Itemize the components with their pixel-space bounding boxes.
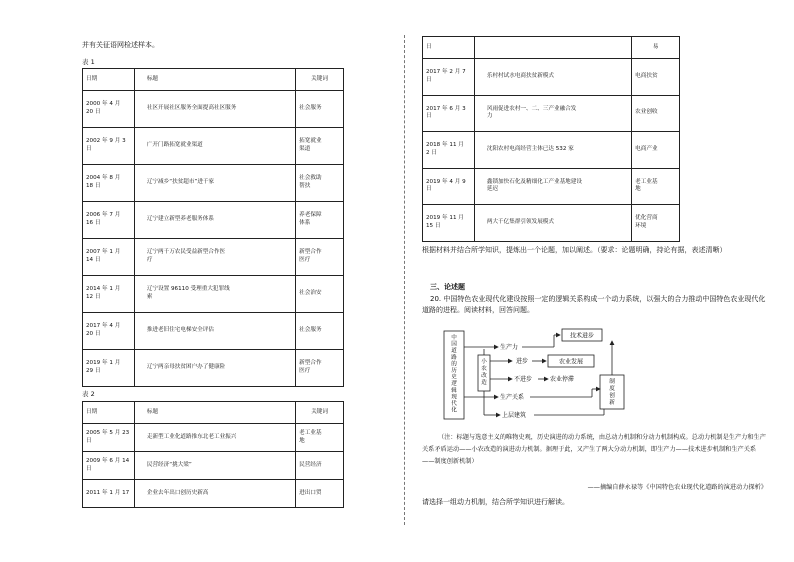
table-row xyxy=(423,95,680,132)
dynamics-diagram xyxy=(442,325,742,425)
small-farmer-label: 小农改造 xyxy=(481,359,487,386)
title-cell: 辽宁两千万农民受益新型合作医 疗 xyxy=(134,239,295,276)
date-cell: 2017 年 4 月 20 日 xyxy=(83,313,135,350)
title-cell: 鑫锁加快石化及精细化工产业基地建设 延迟 xyxy=(474,168,631,205)
keyword-cell: 新型合作 医疗 xyxy=(296,350,344,387)
table-row xyxy=(83,239,344,276)
superstructure-label: 上层建筑 xyxy=(502,412,527,419)
keyword-cell: 老工业基 地 xyxy=(632,168,680,205)
keyword-cell: 社会治安 xyxy=(296,276,344,313)
title-cell: 走新型工业化道路推东北老工业振兴 xyxy=(134,424,295,452)
relations-label: 生产关系 xyxy=(500,394,525,401)
table-row xyxy=(83,128,344,165)
keyword-cell: 老工业基 地 xyxy=(296,424,344,452)
title-cell: 推进老旧住宅电梯安全评估 xyxy=(134,313,295,350)
tech-progress-label: 技术进步 xyxy=(569,332,595,340)
table-row xyxy=(423,132,680,169)
intro-text: 并有关征语网检述样本。 xyxy=(82,41,159,49)
table-row xyxy=(423,205,680,242)
header-cell: 标题 xyxy=(134,69,295,91)
title-cell: 辽宁设置 96110 受理重大犯罪线 索 xyxy=(134,276,295,313)
title-cell: 民营经济“挑大梁” xyxy=(134,452,295,480)
header-cell: 日期 xyxy=(83,69,135,91)
advance-label: 进步 xyxy=(516,358,529,365)
innovation-label: 制度创新 xyxy=(609,379,615,406)
keyword-cell: 优化营商 环境 xyxy=(632,205,680,242)
title-cell: 沈阳农村电商经营主体已达 532 家 xyxy=(474,132,631,169)
title-cell: 广开门路拓宽就业渠道 xyxy=(134,128,295,165)
keyword-cell: 进出口贸 xyxy=(296,480,344,508)
title-cell: 辽宁减乡“扶贫超市”进千家 xyxy=(134,165,295,202)
date-cell: 2019 年 1 月 29 日 xyxy=(83,350,135,387)
date-cell: 2014 年 1 月 12 日 xyxy=(83,276,135,313)
q19-instruction: 根据材料并结合所学知识，提炼出一个论题，加以阐述。（要求：论题明确，持论有据，表述清晰） xyxy=(422,246,727,254)
q20-text: 20. 中国特色农业现代化建设按照一定的逻辑关系构成一个动力系统，以强大的合力推动中国特色农业现代化道路的进程。阅读材料，回答问题。 xyxy=(422,295,766,314)
title-cell: 社区开展社区服务全面提高社区服务 xyxy=(134,91,295,128)
date-cell: 2005 年 5 月 23 日 xyxy=(83,424,135,452)
header-cell: 标题 xyxy=(134,402,295,424)
header-cell: 易 xyxy=(632,37,680,59)
keyword-cell: 社会服务 xyxy=(296,91,344,128)
keyword-cell: 社会服务 xyxy=(296,313,344,350)
date-cell: 2017 年 2 月 7 日 xyxy=(423,59,475,96)
header-cell: 关键词 xyxy=(296,69,344,91)
table-row xyxy=(83,202,344,239)
date-cell: 2002 年 9 月 3 日 xyxy=(83,128,135,165)
table-header-row xyxy=(423,37,680,59)
date-cell: 2000 年 4 月 20 日 xyxy=(83,91,135,128)
table-1 xyxy=(82,68,344,387)
table-row xyxy=(83,276,344,313)
table-row xyxy=(83,424,344,452)
date-cell: 2006 年 7 月 16 日 xyxy=(83,202,135,239)
header-cell: 关键词 xyxy=(296,402,344,424)
history-box-label: 中国道路的历史逻辑现代化 xyxy=(451,335,457,414)
table-row xyxy=(423,59,680,96)
q20-task: 请选择一组动力机制，结合所学知识进行解读。 xyxy=(422,498,569,506)
date-cell: 2017 年 6 月 3 日 xyxy=(423,95,475,132)
date-cell: 2019 年 11 月 15 日 xyxy=(423,205,475,242)
table-row xyxy=(83,350,344,387)
table-header-row xyxy=(83,69,344,91)
header-cell: 日 xyxy=(423,37,475,59)
not-advance-label: 不进步 xyxy=(514,376,533,383)
section-title: 三、论述题 xyxy=(430,283,465,291)
header-cell: 日期 xyxy=(83,402,135,424)
date-cell: 2009 年 6 月 14 日 xyxy=(83,452,135,480)
diagram-note: （注：标题与选意主义的唯物史观，历史演进的动力系统，由总动力机制和分动力机制构成。总动力机制是生产力和生产关系矛盾运动——小农改造的演进动力机制。据理于此，又产生了两大分动力机制，即生产力——技术进步机制和生产关系——制度创新机制） xyxy=(422,434,766,465)
title-cell: 两大千亿集群引领发展模式 xyxy=(474,205,631,242)
table1-caption: 表 1 xyxy=(82,58,95,66)
table-row xyxy=(83,452,344,480)
table-row xyxy=(83,165,344,202)
productivity-label: 生产力 xyxy=(500,344,519,351)
keyword-cell: 电商产业 xyxy=(632,132,680,169)
table-row xyxy=(83,480,344,508)
agri-stagnation-label: 农业停滞 xyxy=(550,376,575,383)
keyword-cell: 民营经济 xyxy=(296,452,344,480)
keyword-cell: 电商扶贫 xyxy=(632,59,680,96)
table-header-row xyxy=(83,402,344,424)
title-cell: 风雨促进农村一、二、三产业融合发 力 xyxy=(474,95,631,132)
table-row xyxy=(83,313,344,350)
table2-caption: 表 2 xyxy=(82,390,95,398)
table-3 xyxy=(422,36,680,242)
table-row xyxy=(83,91,344,128)
date-cell: 2011 年 1 月 17 xyxy=(83,480,135,508)
title-cell: 乐村村试水电商扶贫新模式 xyxy=(474,59,631,96)
keyword-cell: 社会救助 帮扶 xyxy=(296,165,344,202)
title-cell: 辽宁两亲母扶贫困户办了健康险 xyxy=(134,350,295,387)
keyword-cell: 养老保障 体系 xyxy=(296,202,344,239)
table-2 xyxy=(82,401,344,508)
date-cell: 2018 年 11 月 2 日 xyxy=(423,132,475,169)
keyword-cell: 新型合作 医疗 xyxy=(296,239,344,276)
source-citation: ——摘编自薛永禄等《中国特色农业现代化道路的演进动力探析》 xyxy=(587,484,767,491)
header-cell xyxy=(474,37,631,59)
date-cell: 2007 年 1 月 14 日 xyxy=(83,239,135,276)
binding-line xyxy=(404,35,405,525)
agri-dev-label: 农业发展 xyxy=(558,358,584,366)
title-cell: 辽宁建立新型养老服务体系 xyxy=(134,202,295,239)
keyword-cell: 农业创收 xyxy=(632,95,680,132)
title-cell: 企业去年出口创历史新高 xyxy=(134,480,295,508)
date-cell: 2019 年 4 月 9 日 xyxy=(423,168,475,205)
keyword-cell: 拓宽就业 渠道 xyxy=(296,128,344,165)
date-cell: 2004 年 8 月 18 日 xyxy=(83,165,135,202)
table-row xyxy=(423,168,680,205)
